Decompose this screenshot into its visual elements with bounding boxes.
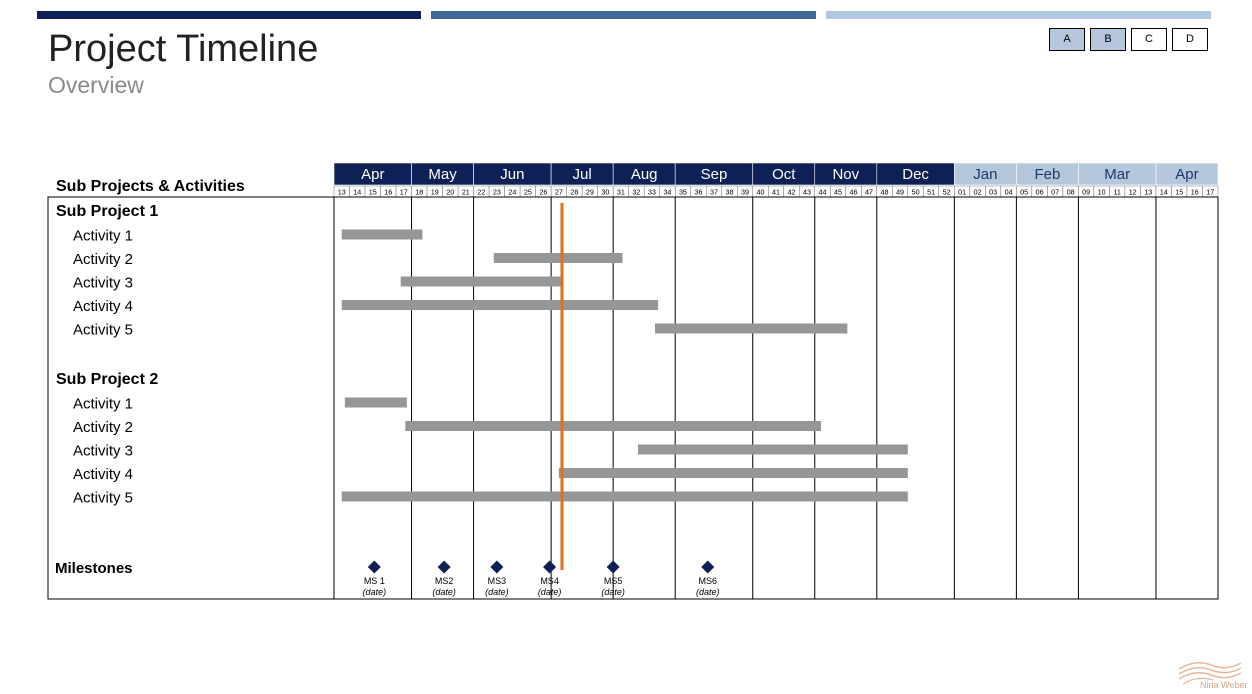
week-number-label: 06 — [1035, 187, 1044, 197]
week-number-label: 52 — [942, 187, 951, 197]
week-number-label: 28 — [570, 187, 579, 197]
week-number-label: 46 — [849, 187, 858, 197]
month-label: Feb — [1034, 166, 1061, 183]
week-number-label: 23 — [492, 187, 501, 197]
month-label: Jul — [572, 166, 592, 183]
week-number-label: 20 — [446, 187, 455, 197]
week-number-label: 36 — [694, 187, 703, 197]
activity-bar — [401, 277, 562, 287]
milestone-diamond — [543, 561, 556, 574]
option-b-button[interactable]: B — [1090, 28, 1126, 51]
week-number-label: 19 — [430, 187, 439, 197]
week-number-label: 37 — [709, 187, 718, 197]
week-number-label: 29 — [585, 187, 594, 197]
month-label: Nov — [832, 166, 860, 183]
page-title: Project Timeline — [48, 28, 319, 70]
week-number-label: 02 — [973, 187, 982, 197]
week-number-label: 30 — [601, 187, 610, 197]
activity-label: Activity 3 — [73, 442, 134, 460]
week-number-label: 13 — [1144, 187, 1153, 197]
week-number-label: 44 — [818, 187, 827, 197]
week-number-label: 10 — [1097, 187, 1106, 197]
week-number-label: 25 — [523, 187, 532, 197]
activity-label: Activity 2 — [73, 419, 134, 436]
activity-label: Activity 4 — [73, 298, 134, 315]
activity-bar — [655, 324, 847, 334]
option-d-button[interactable]: D — [1172, 28, 1208, 51]
week-number-label: 05 — [1020, 187, 1029, 197]
month-label: Oct — [772, 166, 796, 183]
milestone-diamond — [490, 561, 503, 574]
week-number-label: 11 — [1113, 187, 1121, 197]
activity-bar — [559, 468, 908, 478]
sub-project-label: Sub Project 2 — [56, 371, 159, 388]
week-number-label: 48 — [880, 187, 889, 197]
page-subtitle: Overview — [48, 72, 144, 98]
milestones-label: Milestones — [55, 560, 133, 577]
week-number-label: 01 — [958, 187, 967, 197]
week-number-label: 33 — [647, 187, 656, 197]
week-number-label: 47 — [865, 187, 874, 197]
week-number-label: 14 — [1159, 187, 1168, 197]
week-number-label: 24 — [508, 187, 517, 197]
week-number-label: 16 — [1190, 187, 1199, 197]
week-number-label: 49 — [896, 187, 905, 197]
week-number-label: 39 — [740, 187, 749, 197]
week-number-label: 15 — [368, 187, 377, 197]
week-number-label: 14 — [353, 187, 362, 197]
milestone-label: MS4 — [540, 576, 559, 586]
milestone-date-label: (date) — [485, 587, 509, 597]
activity-bar — [342, 492, 908, 502]
month-label: Jun — [500, 166, 525, 183]
week-number-label: 40 — [756, 187, 765, 197]
option-a-button[interactable]: A — [1049, 28, 1085, 51]
week-number-label: 21 — [461, 187, 470, 197]
activity-bar — [638, 445, 908, 455]
week-number-label: 26 — [539, 187, 548, 197]
week-number-label: 45 — [834, 187, 843, 197]
week-number-label: 04 — [1004, 187, 1013, 197]
week-number-label: 43 — [803, 187, 812, 197]
week-number-label: 18 — [415, 187, 424, 197]
milestone-label: MS 1 — [363, 576, 385, 586]
week-number-label: 22 — [477, 187, 486, 197]
week-number-label: 12 — [1128, 187, 1137, 197]
week-number-label: 17 — [399, 187, 408, 197]
month-label: Mar — [1104, 166, 1131, 183]
month-label: Sep — [700, 166, 728, 183]
month-label: Aug — [630, 166, 658, 183]
activity-bar — [342, 230, 423, 240]
activity-label: Activity 1 — [73, 227, 134, 245]
activity-label: Activity 3 — [73, 274, 134, 292]
milestone-diamond — [701, 561, 714, 574]
activity-label: Activity 5 — [73, 321, 134, 339]
activity-bar — [345, 398, 407, 408]
activity-bar — [342, 300, 658, 310]
milestone-date-label: (date) — [537, 587, 562, 597]
milestone-diamond — [368, 561, 381, 574]
week-number-label: 50 — [911, 187, 920, 197]
author-logo-text: Nina Weber — [1200, 680, 1248, 690]
milestone-diamond — [438, 561, 451, 574]
activity-label: Activity 5 — [73, 489, 134, 507]
activity-bar — [405, 421, 821, 431]
row-header-label: Sub Projects & Activities — [56, 178, 245, 195]
week-number-label: 08 — [1066, 187, 1075, 197]
milestone-date-label: (date) — [696, 587, 720, 597]
month-label: Apr — [361, 166, 385, 183]
milestone-label: MS2 — [434, 576, 454, 586]
activity-bar — [494, 253, 623, 263]
week-number-label: 41 — [772, 187, 780, 197]
month-label: Apr — [1175, 166, 1199, 183]
week-number-label: 03 — [989, 187, 998, 197]
month-label: Jan — [973, 166, 998, 183]
milestone-label: MS3 — [487, 576, 507, 586]
week-number-label: 15 — [1175, 187, 1184, 197]
week-number-label: 31 — [616, 187, 625, 197]
month-label: Dec — [902, 166, 929, 183]
chart-frame — [48, 197, 1218, 599]
activity-label: Activity 2 — [73, 251, 134, 268]
week-number-label: 27 — [554, 187, 563, 197]
milestone-label: MS6 — [698, 576, 718, 586]
sub-project-label: Sub Project 1 — [56, 203, 159, 220]
milestone-date-label: (date) — [601, 587, 625, 597]
milestone-date-label: (date) — [362, 587, 387, 597]
milestone-date-label: (date) — [432, 587, 456, 597]
week-number-label: 17 — [1206, 187, 1215, 197]
month-label: May — [428, 166, 457, 183]
milestone-diamond — [607, 561, 620, 574]
week-number-label: 34 — [663, 187, 672, 197]
week-number-label: 35 — [678, 187, 687, 197]
week-number-label: 42 — [787, 187, 796, 197]
week-number-label: 07 — [1051, 187, 1060, 197]
week-number-label: 38 — [725, 187, 734, 197]
activity-label: Activity 4 — [73, 466, 134, 483]
week-number-label: 13 — [337, 187, 346, 197]
week-number-label: 32 — [632, 187, 641, 197]
week-number-label: 16 — [384, 187, 393, 197]
milestone-label: MS5 — [603, 576, 623, 586]
activity-label: Activity 1 — [73, 395, 134, 413]
week-number-label: 09 — [1082, 187, 1091, 197]
option-c-button[interactable]: C — [1131, 28, 1167, 51]
week-number-label: 51 — [927, 187, 936, 197]
